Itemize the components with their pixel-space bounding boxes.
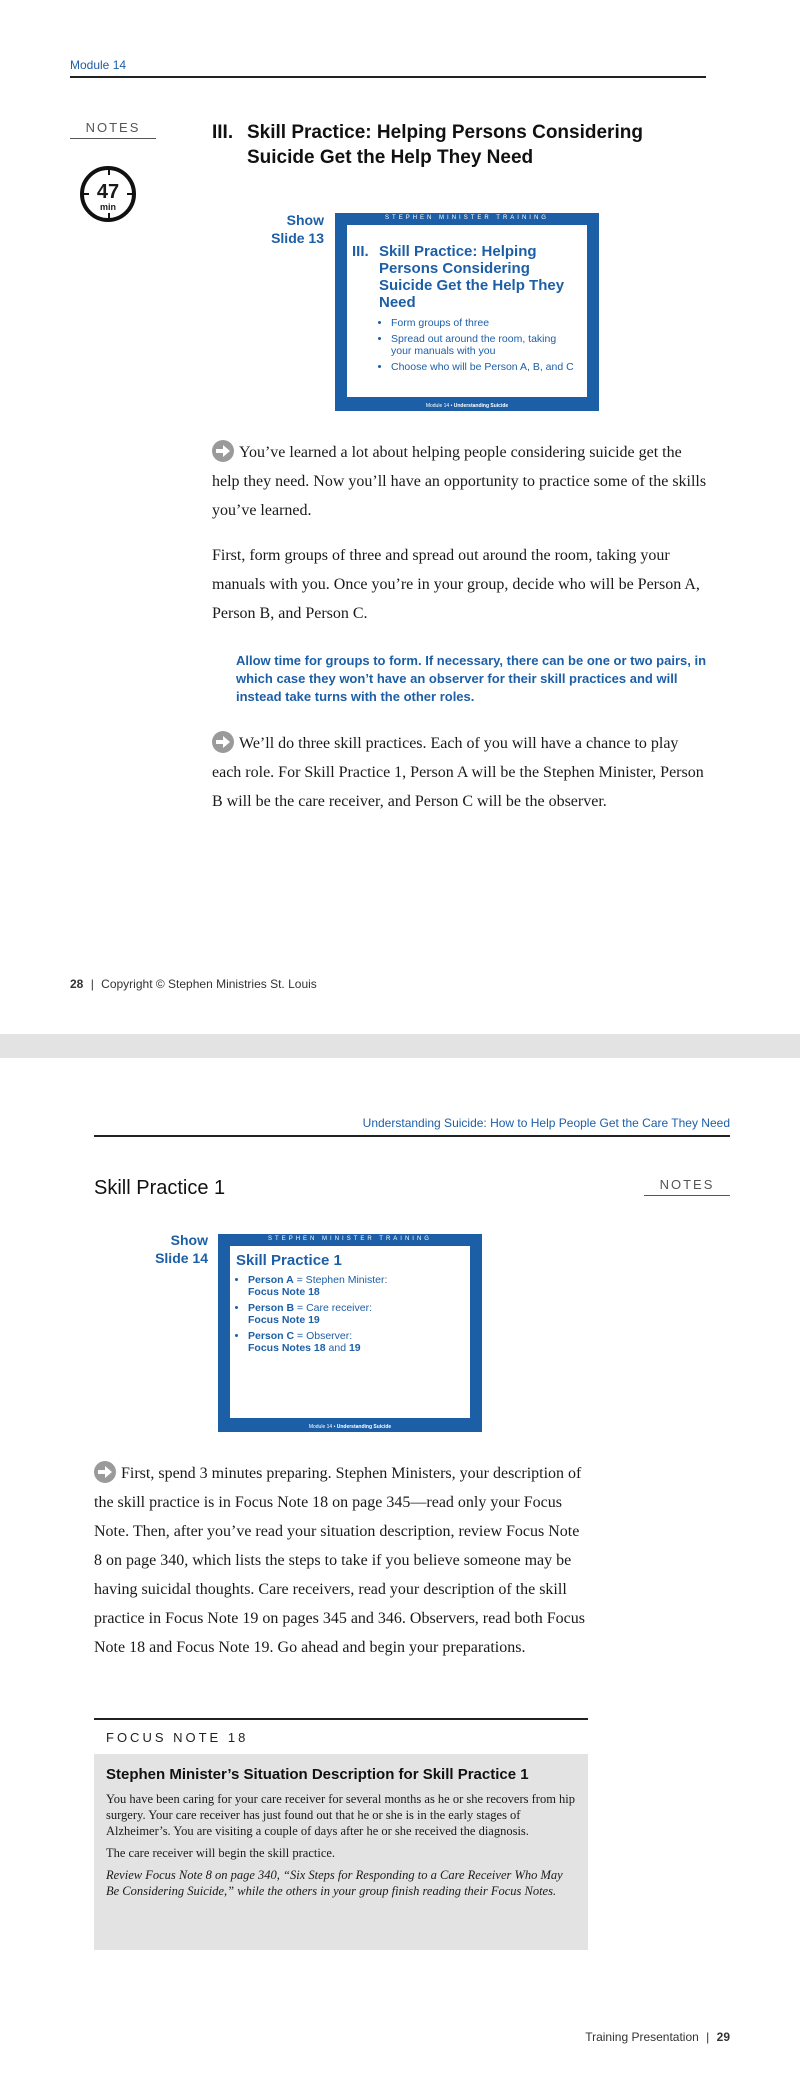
focus-note-label: FOCUS NOTE 18 bbox=[106, 1730, 249, 1745]
footer-separator: | bbox=[706, 2030, 710, 2044]
slide-title: Skill Practice 1 bbox=[236, 1252, 342, 1269]
slide-bullets bbox=[379, 317, 579, 373]
paragraph bbox=[212, 438, 708, 525]
slide-strap: STEPHEN MINISTER TRAINING bbox=[268, 1236, 432, 1242]
show-slide-line1: Show bbox=[286, 212, 324, 228]
focus-note-paragraph: The care receiver will begin the skill practice. bbox=[106, 1846, 336, 1860]
header-rule bbox=[94, 1135, 730, 1137]
page-title: Skill Practice 1 bbox=[94, 1177, 226, 1199]
show-slide-cue bbox=[234, 211, 324, 247]
leader-note: Allow time for groups to form. If necessary, there can be one or two pairs, in which case they won’t have an observer for their skill practices and will instead take turns with the other roles. bbox=[236, 653, 707, 704]
footer-label: Training Presentation bbox=[585, 2030, 699, 2044]
page-footer bbox=[480, 2030, 730, 2044]
arrow-right-circle-icon bbox=[212, 440, 234, 462]
show-slide-line1: Show bbox=[170, 1232, 208, 1248]
slide-bullet: • Person A = Stephen Minister: Focus Note 18 bbox=[248, 1274, 462, 1298]
focus-note-paragraph: You have been caring for your care receiver for several months as he or she recovers from hip surgery. Your care receiver has just found out that he or she is in the early stages of Alzheimer’s. You are visiting a couple of days after he or she received the diagnosis. bbox=[106, 1792, 576, 1838]
slide-bullet: • Person C = Observer: Focus Notes 18 and 19 bbox=[248, 1330, 462, 1354]
page-gap bbox=[0, 1034, 800, 1058]
slide-footer-module: Module 14 • bbox=[308, 1424, 336, 1430]
slide-section-number: III. bbox=[352, 243, 369, 260]
notes-label: NOTES bbox=[644, 1177, 730, 1196]
arrow-right-circle-icon bbox=[94, 1461, 116, 1483]
paragraph bbox=[94, 1459, 588, 1662]
show-slide-line2: Slide 14 bbox=[155, 1250, 208, 1266]
show-slide-line2: Slide 13 bbox=[271, 230, 324, 246]
focus-note-heading: Stephen Minister’s Situation Description for Skill Practice 1 bbox=[106, 1766, 529, 1783]
header-rule bbox=[70, 76, 706, 78]
paragraph bbox=[212, 729, 708, 816]
section-title: Skill Practice: Helping Persons Considering Suicide Get the Help They Need bbox=[247, 122, 643, 168]
slide-bullet: • Person B = Care receiver: Focus Note 19 bbox=[248, 1302, 462, 1326]
slide-bullet: • Form groups of three bbox=[391, 317, 579, 329]
section-number: III. bbox=[212, 122, 234, 143]
slide-bullet: • Choose who will be Person A, B, and C bbox=[391, 361, 579, 373]
arrow-right-circle-icon bbox=[212, 731, 234, 753]
slide-footer-module: Module 14 • bbox=[425, 403, 453, 409]
notes-label: NOTES bbox=[70, 120, 156, 139]
focus-note-paragraph: Review Focus Note 8 on page 340, “Six Steps for Responding to a Care Receiver Who May Be Considering Suicide,” while the others in your group finish reading their Focus Notes. bbox=[106, 1868, 563, 1898]
copyright: Copyright © Stephen Ministries St. Louis bbox=[101, 977, 317, 991]
slide-14-thumbnail bbox=[218, 1234, 482, 1432]
show-slide-cue bbox=[118, 1231, 208, 1267]
slide-strap: STEPHEN MINISTER TRAINING bbox=[385, 215, 549, 221]
slide-bullet: • Spread out around the room, taking your manuals with you bbox=[391, 333, 579, 357]
page-number: 28 bbox=[70, 977, 84, 991]
slide-13-thumbnail bbox=[335, 213, 599, 411]
footer-separator: | bbox=[90, 977, 94, 991]
module-label: Module 14 bbox=[70, 58, 127, 72]
slide-footer bbox=[218, 1424, 482, 1430]
running-title: Understanding Suicide: How to Help People Get the Care They Need bbox=[362, 1116, 730, 1130]
slide-footer bbox=[335, 403, 599, 409]
timer-unit: min bbox=[99, 202, 116, 212]
timer-minutes: 47 bbox=[96, 181, 120, 203]
paragraph-text: First, spend 3 minutes preparing. Stephen Ministers, your description of the skill practice is in Focus Note 18 on page 345—read only your Focus Note. Then, after you’ve read your situation description, review Focus Note 8 on page 340, which lists the steps to take if you believe someone may be having suicidal thoughts. Care receivers, read your description of the skill practice in Focus Note 19 on pages 345 and 346. Observers, read both Focus Note 18 and Focus Note 19. Go ahead and begin your preparations. bbox=[94, 1465, 585, 1656]
focus-note-box bbox=[94, 1754, 588, 1950]
paragraph-text: You’ve learned a lot about helping people considering suicide get the help they need. Now you’ll have an opportunity to practice some of the skills you’ve learned. bbox=[212, 444, 707, 519]
page-number: 29 bbox=[716, 2030, 730, 2044]
slide-content bbox=[230, 1246, 470, 1418]
stopwatch-icon bbox=[80, 166, 136, 222]
page-28 bbox=[0, 0, 800, 1034]
paragraph-text: We’ll do three skill practices. Each of you will have a chance to play each role. For Skill Practice 1, Person A will be the Stephen Minister, Person B will be the care receiver, and Person C will be the observer. bbox=[212, 735, 704, 810]
focus-note-rule bbox=[94, 1718, 588, 1720]
paragraph: First, form groups of three and spread out around the room, taking your manuals with you. Once you’re in your group, decide who will be Person A, Person B, and Person C. bbox=[212, 547, 700, 622]
slide-footer-title: Understanding Suicide bbox=[453, 403, 509, 409]
page-footer bbox=[70, 977, 317, 991]
slide-title: Skill Practice: Helping Persons Considering Suicide Get the Help They Need bbox=[379, 243, 565, 311]
slide-bullets bbox=[236, 1274, 462, 1354]
section-heading bbox=[212, 120, 712, 170]
slide-content bbox=[347, 225, 587, 397]
slide-footer-title: Understanding Suicide bbox=[336, 1424, 392, 1430]
